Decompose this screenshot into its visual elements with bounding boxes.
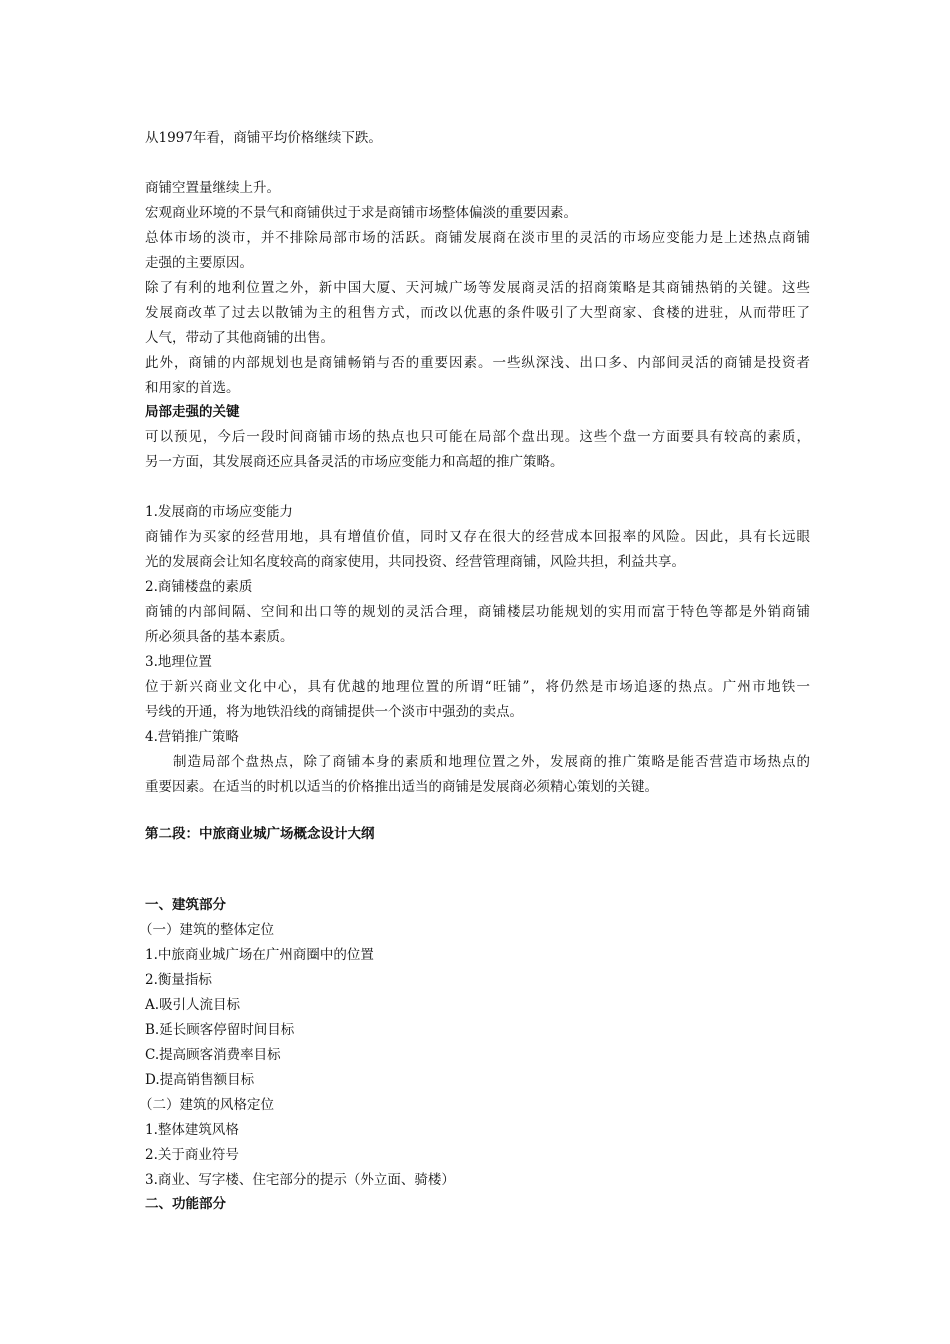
list-item-title: 4.营销推广策略	[145, 729, 239, 745]
list-item-title: 3.地理位置	[145, 654, 212, 670]
section-heading: 一、建筑部分	[145, 897, 226, 913]
paragraph-line: 走强的主要原因。	[145, 255, 253, 271]
paragraph-line: 重要因素。在适当的时机以适当的价格推出适当的商铺是发展商必须精心策划的关键。	[145, 779, 658, 795]
part-title: 第二段：中旅商业城广场概念设计大纲	[145, 826, 375, 842]
outline-item: 3.商业、写字楼、住宅部分的提示（外立面、骑楼）	[145, 1172, 455, 1188]
paragraph-line: 人气，带动了其他商铺的出售。	[145, 330, 334, 346]
paragraph-line: 商铺的内部间隔、空间和出口等的规划的灵活合理，商铺楼层功能规划的实用而富于特色等都是外销商铺	[145, 604, 810, 620]
paragraph-line: 商铺作为买家的经营用地，具有增值价值，同时又存在很大的经营成本回报率的风险。因此，具有长远眼	[145, 529, 810, 545]
outline-item: D.提高销售额目标	[145, 1072, 255, 1088]
outline-item: 1.中旅商业城广场在广州商圈中的位置	[145, 947, 374, 963]
outline-item: B.延长顾客停留时间目标	[145, 1022, 295, 1038]
paragraph-line: 所必须具备的基本素质。	[145, 629, 294, 645]
subsection-heading: （一）建筑的整体定位	[139, 922, 274, 938]
outline-item: C.提高顾客消费率目标	[145, 1047, 281, 1063]
list-item-title: 1.发展商的市场应变能力	[145, 504, 293, 520]
section-heading: 局部走强的关键	[145, 404, 240, 420]
paragraph-line: 可以预见，今后一段时间商铺市场的热点也只可能在局部个盘出现。这些个盘一方面要具有较高的素质，	[145, 429, 810, 445]
paragraph-line: 发展商改革了过去以散铺为主的租售方式，而改以优惠的条件吸引了大型商家、食楼的进驻，从而带旺了	[145, 305, 810, 321]
paragraph: 宏观商业环境的不景气和商铺供过于求是商铺市场整体偏淡的重要因素。	[145, 205, 577, 221]
paragraph: 商铺空置量继续上升。	[145, 180, 280, 196]
list-item-title: 2.商铺楼盘的素质	[145, 579, 253, 595]
outline-item: 2.关于商业符号	[145, 1147, 239, 1163]
paragraph-line: 总体市场的淡市，并不排除局部市场的活跃。商铺发展商在淡市里的灵活的市场应变能力是上述热点商铺	[145, 230, 810, 246]
paragraph-line: 此外，商铺的内部规划也是商铺畅销与否的重要因素。一些纵深浅、出口多、内部间灵活的商铺是投资者	[145, 355, 810, 371]
paragraph-line: 制造局部个盘热点，除了商铺本身的素质和地理位置之外，发展商的推广策略是能否营造市场热点的	[173, 754, 810, 770]
outline-item: A.吸引人流目标	[145, 997, 241, 1013]
paragraph: 从1997年看，商铺平均价格继续下跌。	[145, 130, 382, 146]
paragraph-line: 另一方面，其发展商还应具备灵活的市场应变能力和高超的推广策略。	[145, 454, 564, 470]
subsection-heading: （二）建筑的风格定位	[139, 1097, 274, 1113]
section-heading: 二、功能部分	[145, 1196, 226, 1212]
paragraph-line: 号线的开通，将为地铁沿线的商铺提供一个淡市中强劲的卖点。	[145, 704, 523, 720]
outline-item: 2.衡量指标	[145, 972, 212, 988]
paragraph-line: 和用家的首选。	[145, 380, 240, 396]
outline-item: 1.整体建筑风格	[145, 1122, 239, 1138]
paragraph-line: 除了有利的地利位置之外，新中国大厦、天河城广场等发展商灵活的招商策略是其商铺热销的关键。这些	[145, 280, 810, 296]
paragraph-line: 位于新兴商业文化中心，具有优越的地理位置的所谓“旺铺”，将仍然是市场追逐的热点。广州市地铁一	[145, 679, 810, 695]
paragraph-line: 光的发展商会让知名度较高的商家使用，共同投资、经营管理商铺，风险共担，利益共享。	[145, 554, 685, 570]
